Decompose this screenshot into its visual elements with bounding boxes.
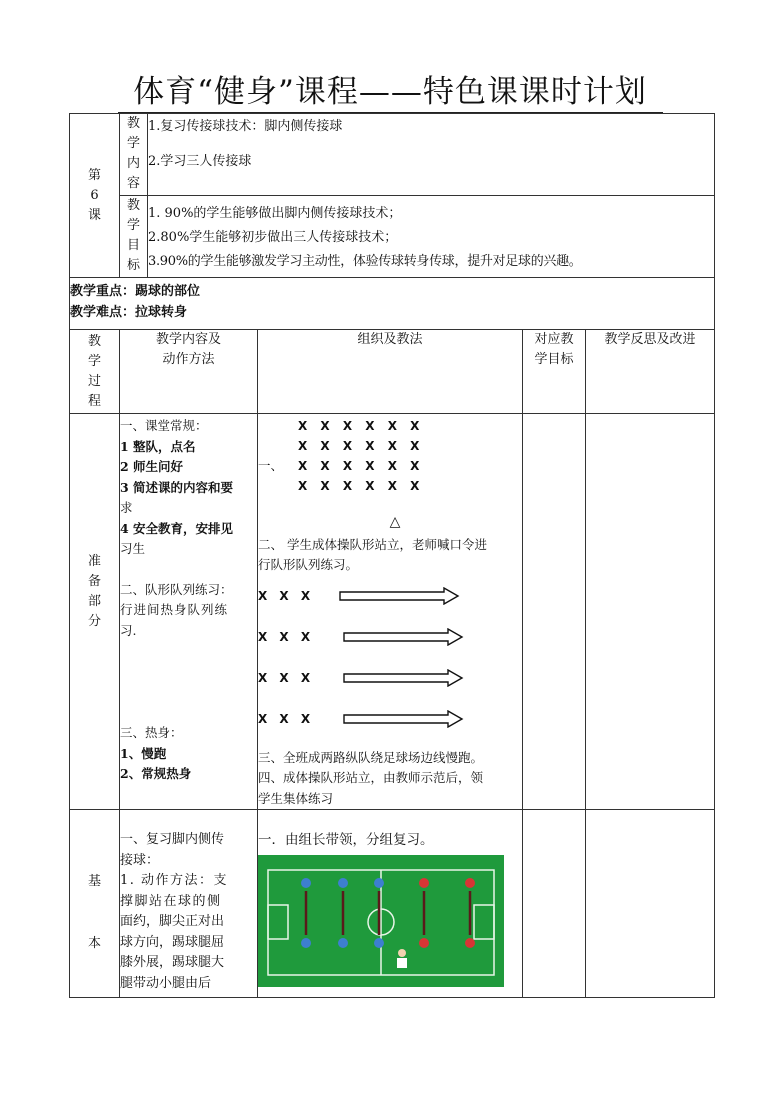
lesson-char: 课: [87, 207, 101, 223]
header-target: [523, 330, 586, 414]
content-label-cell: [120, 114, 148, 196]
basic-target-cell: [523, 810, 586, 998]
arrow-row: [258, 658, 522, 699]
header-char: 过: [87, 374, 101, 389]
difficulty: 教学难点：拉球转身: [70, 305, 188, 320]
section-char: 分: [87, 613, 101, 629]
content-item: 2.学习三人传接球: [148, 154, 252, 169]
section-char: 准: [87, 553, 101, 569]
arrow-right-icon: [338, 669, 464, 687]
org-line: 学生集体练习: [258, 790, 334, 806]
key-point: 教学重点：踢球的部位: [70, 284, 201, 299]
prep-line: 行进间热身队列练: [120, 602, 229, 617]
basic-organization-cell: [258, 810, 523, 998]
prep-line: 一、课堂常规：: [120, 418, 208, 433]
formation-row: X X X X X X: [298, 439, 420, 453]
arrow-row-players: X X X: [258, 711, 311, 726]
label-char: 学: [126, 136, 140, 151]
basic-line: 球方向，踢球腿屈: [120, 934, 225, 950]
header-content-method: [120, 330, 258, 414]
section-char: 部: [87, 593, 101, 609]
label-char: 教: [126, 116, 140, 131]
lesson-plan-table: [69, 113, 715, 998]
formation-row: X X X X X X: [298, 479, 420, 493]
coach-icon: [397, 949, 407, 968]
basic-line: 接球：: [120, 852, 160, 868]
lesson-char: 6: [90, 187, 99, 203]
prep-line: 1 整队，点名: [120, 438, 196, 454]
content-item: 1.复习传接球技术：脚内侧传接球: [148, 119, 343, 134]
org-line: 四、成体操队形站立，由教师示范后，领: [258, 770, 484, 785]
prep-line: 习.: [120, 622, 137, 638]
prep-reflection-cell: [586, 414, 715, 810]
arrow-right-icon: [338, 628, 464, 646]
soccer-field-diagram: [258, 855, 504, 987]
label-char: 内: [126, 156, 140, 171]
header-char: 程: [87, 394, 101, 409]
formation-row: X X X X X X: [298, 459, 420, 473]
arrow-row-players: X X X: [258, 588, 311, 603]
objective-item: 3.90%的学生能够激发学习主动性，体验传球转身传球，提升对足球的兴趣。: [148, 254, 582, 269]
prep-line: 三、热身：: [120, 725, 183, 740]
prep-content-cell: [120, 414, 258, 810]
teacher-triangle-icon: △: [389, 514, 401, 530]
lesson-char: 第: [87, 167, 101, 183]
org-line: 二、 学生成体操队形站立，老师喊口令进: [258, 536, 487, 552]
formation-block: [258, 416, 522, 496]
header-char: 教: [87, 334, 101, 349]
objectives-label-cell: [120, 196, 148, 278]
label-char: 目: [126, 238, 140, 253]
arrow-row: [258, 699, 522, 740]
label-char: 学: [126, 218, 140, 233]
basic-line: 腿带动小腿由后: [120, 975, 212, 991]
prep-line: 1、慢跑: [120, 745, 167, 761]
prep-line: 习生: [120, 541, 146, 556]
basic-reflection-cell: [586, 810, 715, 998]
objective-item: 2.80%学生能够初步做出三人传接球技术；: [148, 230, 398, 245]
basic-line: 1. 动作方法：支: [120, 873, 229, 888]
basic-label-cell: [70, 810, 120, 998]
basic-line: 膝外展，踢球腿大: [120, 955, 225, 970]
org-line: 三、全班成两路纵队绕足球场边线慢跑。: [258, 749, 484, 765]
header-organization: 组织及教法: [258, 330, 523, 414]
basic-line: 面约，脚尖正对出: [120, 914, 225, 929]
section-char: 本: [87, 936, 101, 951]
section-char: 备: [87, 573, 101, 589]
arrow-row: [258, 617, 522, 658]
content-items-cell: [148, 114, 715, 196]
key-points-cell: [70, 278, 715, 330]
prep-line: 二、队形队列练习：: [120, 581, 233, 597]
page-title: 体育“健身”课程——特色课课时计划: [133, 74, 647, 110]
label-char: 容: [126, 176, 140, 191]
arrow-right-icon: [338, 710, 464, 728]
prep-line: 2 师生问好: [120, 459, 184, 474]
header-line: 对应教: [534, 332, 574, 347]
formation-row: X X X X X X: [298, 419, 420, 433]
label-char: 教: [126, 198, 140, 213]
prep-label-cell: [70, 414, 120, 810]
header-process: [70, 330, 120, 414]
section-char: 基: [87, 874, 101, 889]
objectives-items-cell: [148, 196, 715, 278]
header-char: 学: [87, 354, 101, 369]
prep-line: 4 安全教育，安排见: [120, 520, 234, 536]
formation-prefix: 一、: [258, 458, 284, 473]
arrow-drill: [258, 576, 522, 740]
org-line: 行队形队列练习。: [258, 557, 359, 572]
org-line: 一．由组长带领，分组复习。: [258, 832, 434, 848]
header-line: 学目标: [534, 352, 574, 367]
prep-target-cell: [523, 414, 586, 810]
header-reflection: 教学反思及改进: [586, 330, 715, 414]
label-char: 标: [126, 258, 140, 273]
objective-item: 1. 90%的学生能够做出脚内侧传接球技术；: [148, 206, 402, 221]
basic-line: 撑脚站在球的侧: [120, 893, 222, 909]
arrow-row-players: X X X: [258, 670, 311, 685]
prep-line: 3 简述课的内容和要: [120, 479, 234, 495]
arrow-right-icon: [338, 587, 460, 605]
arrow-row: [258, 576, 522, 617]
basic-content-cell: [120, 810, 258, 998]
lesson-number-cell: [70, 114, 120, 278]
basic-line: 一、复习脚内侧传: [120, 832, 225, 847]
header-line: 动作方法: [162, 352, 215, 367]
prep-organization-cell: [258, 414, 523, 810]
header-line: 教学内容及: [155, 332, 221, 347]
arrow-row-players: X X X: [258, 629, 311, 644]
prep-line: 求: [120, 500, 133, 515]
prep-line: 2、常规热身: [120, 766, 192, 781]
